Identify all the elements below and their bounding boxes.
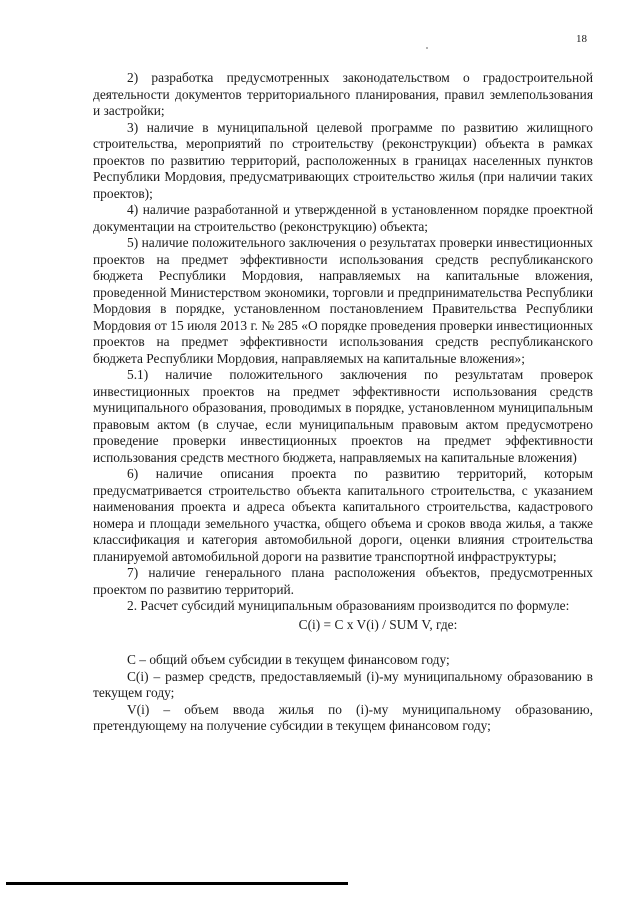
page-number: 18 (576, 33, 587, 45)
paragraph-item-3: 3) наличие в муниципальной целевой программе по развитию жилищного строительства, мероприятий по строительству (реконструкции) объекта в рамках проектов по развитию территорий, расположенных в границах населенных пунктов Республики Мордовия, предусматривающих строительство жилья (при наличии таких проектов); (93, 119, 593, 201)
paragraph-item-5-1: 5.1) наличие положительного заключения по результатам проверок инвестиционных проектов на предмет эффективности использования средств муниципального образования, проводимых в порядке, установленном муниципальным правовым актом (в случае, если муниципальным правовым актом предусмотрено проведение проверки инвестиционных проектов на предмет эффективности использования средств местного бюджета, направляемых на капитальные вложения) (93, 367, 593, 465)
paragraph-item-7: 7) наличие генерального плана расположения объектов, предусмотренных проектом по развитию территорий. (93, 565, 593, 597)
definition-vi: V(i) – объем ввода жилья по (i)-му муниципальному образованию, претендующему на получение субсидии в текущем финансовом году; (93, 701, 593, 733)
footer-rule (6, 882, 348, 885)
paragraph-item-2: 2) разработка предусмотренных законодательством о градостроительной деятельности документов территориального планирования, правил землепользования и застройки; (93, 70, 593, 118)
paragraph-item-4: 4) наличие разработанной и утвержденной в установленном порядке проектной документации на строительство (реконструкцию) объекта; (93, 202, 593, 234)
paragraph-item-5: 5) наличие положительного заключения о результатах проверки инвестиционных проектов на предмет эффективности использования средств республиканского бюджета Республики Мордовия, направляемых на капитальные вложения, проведенной Министерством экономики, торговли и предпринимательства Республики Мордовия в порядке, установленном постановлением Правительства Республики Мордовия от 15 июля 2013 г. № 285 «О порядке проведения проверки инвестиционных проектов на предмет эффективности использования средств республиканского бюджета Республики Мордовия, направляемых на капитальные вложения»; (93, 235, 593, 366)
scan-speck (426, 47, 428, 49)
definition-c: С – общий объем субсидии в текущем финансовом году; (127, 652, 450, 667)
paragraph-item-6: 6) наличие описания проекта по развитию территорий, которым предусматривается строительство объекта капитального строительства, с указанием наименования проекта и адреса объекта капитального строительства, кадастрового номера и площади земельного участка, общего объема и сроков ввода жилья, а также классификация и категория автомобильной дороги, оценки влияния строительства планируемой автомобильной дороги на развитие транспортной инфраструктуры; (93, 466, 593, 564)
document-body (93, 70, 593, 735)
paragraph-calculation: 2. Расчет субсидий муниципальным образованиям производится по формуле: (127, 598, 570, 613)
subsidy-formula: C(i) = C x V(i) / SUM V, где: (298, 616, 458, 632)
definition-ci: C(i) – размер средств, предоставляемый (i)-му муниципальному образованию в текущем году; (93, 668, 593, 700)
